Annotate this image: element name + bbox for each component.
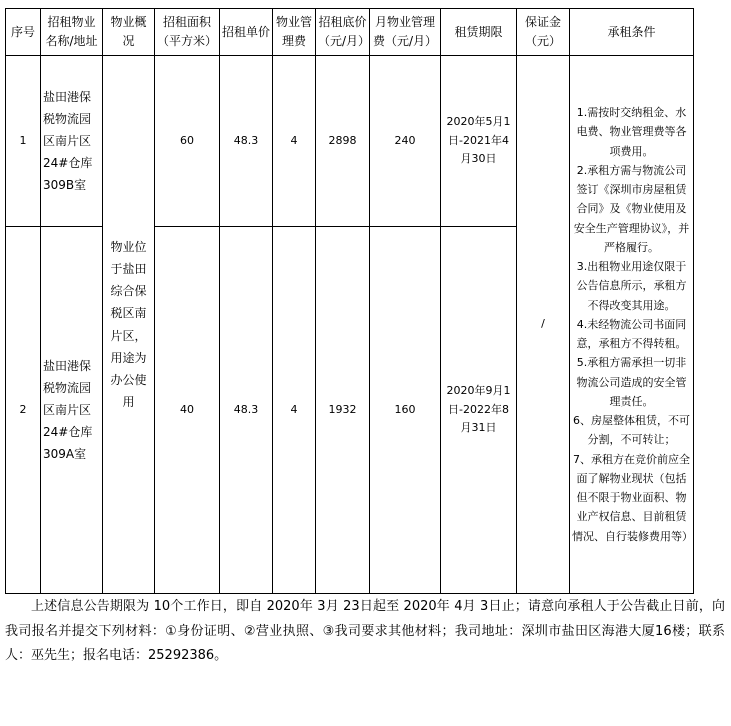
cell-property-name: 盐田港保税物流园区南片区24#仓库309B室 <box>41 56 103 227</box>
document-page <box>5 8 726 669</box>
cell-conditions <box>570 56 694 594</box>
cell-mgmt-fee: 4 <box>273 227 316 594</box>
cell-overview: 物业位于盐田综合保税区南片区，用途为办公使用 <box>103 56 155 594</box>
cell-unit-price: 48.3 <box>220 56 273 227</box>
condition-item: 7、承租方在竞价前应全面了解物业现状（包括但不限于物业面积、物业产权信息、目前租赁情况、自行装修费用等） <box>572 452 693 543</box>
header-area: 招租面积（平方米） <box>155 9 220 56</box>
header-property-name: 招租物业名称/地址 <box>41 9 103 56</box>
lease-table <box>5 8 694 594</box>
header-overview: 物业概况 <box>103 9 155 56</box>
cell-no: 1 <box>6 56 41 227</box>
condition-item: 6、房屋整体租赁，不可分割，不可转让； <box>573 414 690 447</box>
header-no: 序号 <box>6 9 41 56</box>
cell-lease-term: 2020年5月1日-2021年4月30日 <box>441 56 517 227</box>
cell-area: 40 <box>155 227 220 594</box>
cell-no: 2 <box>6 227 41 594</box>
header-mgmt-fee: 物业管理费 <box>273 9 316 56</box>
cell-lease-term: 2020年9月1日-2022年8月31日 <box>441 227 517 594</box>
header-base-price: 招租底价（元/月） <box>316 9 370 56</box>
header-monthly-mgmt: 月物业管理费（元/月） <box>370 9 441 56</box>
cell-monthly-mgmt: 240 <box>370 56 441 227</box>
cell-deposit: / <box>517 56 570 594</box>
header-unit-price: 招租单价 <box>220 9 273 56</box>
notice-paragraph: 上述信息公告期限为 10个工作日，即自 2020年 3月 23日起至 2020年 4月 3日止；请意向承租人于公告截止日前，向我司报名并提交下列材料：①身份证明、②营业执照、③我司要求其他材料；我司地址：深圳市盐田区海港大厦16楼；联系人：巫先生；报名电话：25292386。 <box>5 599 725 664</box>
condition-item: 5.承租方需承担一切非物流公司造成的安全管理责任。 <box>576 356 687 408</box>
condition-item: 1.需按时交纳租金、水电费、物业管理费等各项费用。 <box>576 106 687 158</box>
cell-area: 60 <box>155 56 220 227</box>
header-deposit: 保证金（元） <box>517 9 570 56</box>
table-row <box>6 56 694 227</box>
cell-unit-price: 48.3 <box>220 227 273 594</box>
header-lease-term: 租赁期限 <box>441 9 517 56</box>
cell-monthly-mgmt: 160 <box>370 227 441 594</box>
cell-base-price: 1932 <box>316 227 370 594</box>
condition-item: 3.出租物业用途仅限于公告信息所示，承租方不得改变其用途。 <box>576 260 687 312</box>
header-conditions: 承租条件 <box>570 9 694 56</box>
cell-property-name: 盐田港保税物流园区南片区24#仓库309A室 <box>41 227 103 594</box>
table-header-row <box>6 9 694 56</box>
cell-mgmt-fee: 4 <box>273 56 316 227</box>
condition-item: 2.承租方需与物流公司签订《深圳市房屋租赁合同》及《物业使用及安全生产管理协议》，并严格履行。 <box>573 163 690 254</box>
condition-item: 4.未经物流公司书面同意，承租方不得转租。 <box>576 317 687 351</box>
cell-base-price: 2898 <box>316 56 370 227</box>
